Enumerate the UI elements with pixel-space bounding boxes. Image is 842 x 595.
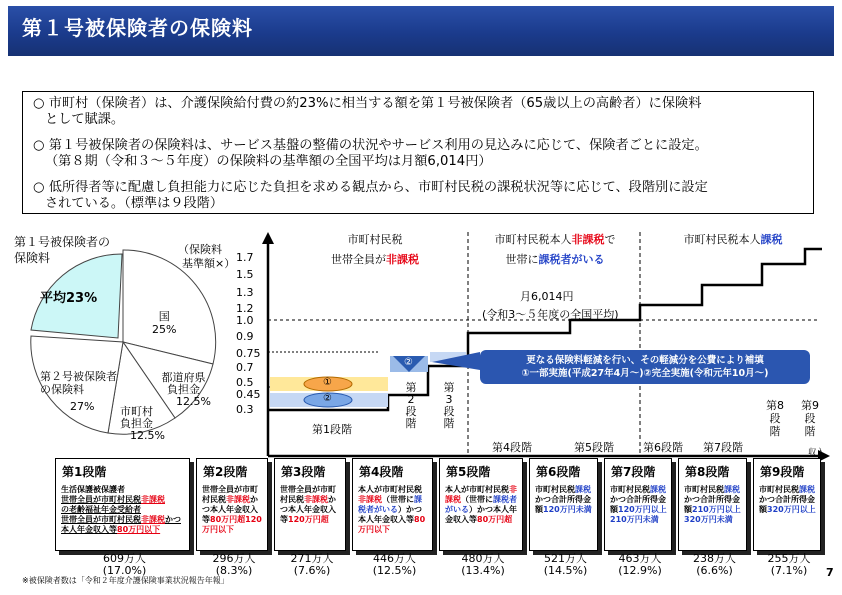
- stage-box-title: 第3段階: [281, 465, 326, 479]
- pie-label-national-1: 国: [158, 310, 170, 323]
- stair-label-8: 第8 段階: [766, 399, 784, 438]
- stage-box-desc: 市町村民税課税かつ合計所得金額120万円以上210万円未満: [610, 485, 667, 524]
- stair-label-6: 第6段階: [643, 441, 683, 454]
- stage-count: 480万人 (13.4%): [461, 552, 505, 577]
- stage-box-7: [604, 458, 672, 551]
- group-2-line1-prefix: 市町村民税本人: [494, 233, 572, 246]
- stage-box-desc: 本人が市町村民税非課税（世帯に課税者がいる）かつ本人年金収入等80万円以下: [358, 485, 426, 534]
- stair-label-4: 第4段階: [492, 441, 532, 454]
- stage-count: 463万人 (12.9%): [618, 552, 662, 577]
- bullet-1-line1: ○ 市町村（保険者）は、介護保険給付費の約23%に相当する額を第１号被保険者（65歳以上の高齢者）に保険料: [33, 96, 702, 111]
- pie-label-second-3: 27%: [70, 400, 95, 413]
- callout-line1: 更なる保険料軽減を行い、その軽減分を公費により補填: [526, 355, 764, 366]
- pie-highlight-label: 平均23%: [40, 291, 98, 306]
- stage-box-desc: 市町村民税課税かつ合計所得金額320万円以上: [759, 485, 816, 514]
- bullet-2-line1: ○ 第１号被保険者の保険料は、サービス基盤の整備の状況やサービス利用の見込みに応じて、保険者ごとに設定。: [33, 138, 708, 153]
- group-3-colored: 課税: [760, 233, 783, 246]
- pie-label-prefecture-2: 負担金: [166, 383, 200, 396]
- stage-count: 609万人 (17.0%): [102, 552, 147, 577]
- pie-label-second-1: 第２号被保険者: [40, 370, 117, 383]
- marker-2: ②: [323, 393, 332, 404]
- ytick-label: 0.3: [236, 403, 254, 416]
- group-2-line1-suffix: で: [604, 233, 616, 246]
- ytick-label: 0.7: [236, 361, 254, 374]
- ytick-label: 0.5: [236, 376, 254, 389]
- yaxis-label-2: 基準額×）: [182, 257, 236, 270]
- average-value: 月6,014円: [520, 290, 574, 303]
- callout-line2: ①一部実施(平成27年4月～)②完全実施(令和元年10月～): [521, 368, 769, 379]
- stage-box-title: 第7段階: [611, 465, 656, 479]
- stage-count: 446万人 (12.5%): [372, 552, 417, 577]
- group-1-line2: [300, 253, 450, 267]
- stage-box-1: [55, 458, 190, 551]
- stage-count: 296万人 (8.3%): [212, 552, 256, 577]
- stage-box-4: [352, 458, 433, 551]
- page-title: 第１号被保険者の保険料: [22, 16, 253, 40]
- stage-box-9: [753, 458, 821, 551]
- callout-text: [482, 354, 808, 380]
- group-2-line1-colored: 非課税: [571, 233, 605, 246]
- stage-box-desc: 市町村民税課税かつ合計所得金額120万円未満: [535, 485, 592, 514]
- group-2-line1: [470, 233, 640, 247]
- bullet-3-line1: ○ 低所得者等に配慮し負担能力に応じた負担を求める観点から、市町村民税の課税状況等に応じて、段階別に設定: [33, 180, 708, 195]
- ytick-label: 1.0: [236, 314, 254, 327]
- stage-box-title: 第8段階: [685, 465, 730, 479]
- ytick-label: 0.45: [236, 388, 261, 401]
- pie-label-municipality-2: 負担金: [120, 417, 153, 430]
- marker-2b: ②: [404, 357, 413, 368]
- group-1-line2-prefix: 世帯全員が: [331, 253, 386, 266]
- pie-label-national-2: 25%: [152, 323, 177, 336]
- pie-title-line2: 保険料: [14, 251, 51, 265]
- page-number: 7: [826, 566, 834, 579]
- stair-label-9: 第9 段階: [801, 399, 819, 438]
- ytick-label: 0.9: [236, 330, 254, 343]
- pie-label-second-2: の保険料: [40, 383, 84, 396]
- bullet-3-line2: されている。（標準は９段階）: [45, 196, 224, 211]
- stage-count: 255万人 (7.1%): [767, 552, 811, 577]
- bullet-2-line2: （第８期（令和３～５年度）の保険料の基準額の全国平均は月額6,014円）: [45, 154, 492, 169]
- stage-box-3: [274, 458, 346, 551]
- group-2-line2-colored: 課税者がいる: [538, 253, 605, 266]
- stair-label-7: 第7段階: [703, 441, 743, 454]
- stage-box-title: 第5段階: [446, 465, 491, 479]
- group-3-prefix: 市町村民税本人: [683, 233, 761, 246]
- stage-box-title: 第6段階: [536, 465, 581, 479]
- stair-label-1: 第1段階: [312, 423, 352, 436]
- stair-label-5: 第5段階: [574, 441, 614, 454]
- pie-label-municipality-1: 市町村: [120, 405, 153, 418]
- ytick-label: 1.3: [236, 286, 254, 299]
- pie-title-line1: 第１号被保険者の: [14, 235, 111, 249]
- group-label-2: [470, 233, 640, 267]
- y-axis-arrow: [262, 232, 274, 244]
- stage-box-title: 第1段階: [62, 465, 107, 479]
- group-1-line1: 市町村民税: [347, 233, 403, 246]
- yaxis-label-1: （保険料: [178, 243, 222, 256]
- group-label-3: [648, 233, 818, 247]
- group-1-line2-colored: 非課税: [386, 253, 419, 266]
- stair-label-3: 第 3 段 階: [443, 381, 455, 430]
- stage-count: 238万人 (6.6%): [693, 552, 736, 577]
- stage-box-title: 第9段階: [760, 465, 805, 479]
- stair-label-2: 第 2 段 階: [405, 381, 417, 430]
- stage-box-desc: 生活保護被保護者 世帯全員が市町村民税非課税 の老齢福祉年金受給者 世帯全員が市町村民税非課税かつ本人年金収入等80万円以下: [61, 485, 181, 534]
- xaxis-label: 収入: [808, 448, 826, 458]
- ytick-label: 1.7: [236, 251, 254, 264]
- group-2-line2-prefix: 世帯に: [505, 253, 539, 266]
- stage-box-title: 第4段階: [359, 465, 404, 479]
- group-label-1: [300, 233, 450, 267]
- ytick-label: 1.5: [236, 268, 254, 281]
- pie-label-municipality-3: 12.5%: [130, 429, 165, 442]
- stage-box-8: [678, 458, 747, 551]
- ytick-label: 1.2: [236, 302, 254, 315]
- stage-count: 521万人 (14.5%): [543, 552, 588, 577]
- stage-box-desc: 本人が市町村民税非課税（世帯に課税者がいる）かつ本人年金収入等80万円超: [445, 485, 517, 524]
- stage-box-desc: 世帯全員が市町村民税非課税かつ本人年金収入等120万円超: [280, 485, 336, 524]
- stage-box-desc: 市町村民税課税かつ合計所得金額210万円以上320万円未満: [684, 485, 741, 524]
- stage-box-2: [196, 458, 268, 551]
- pie-label-prefecture-3: 12.5%: [176, 395, 211, 408]
- marker-1: ①: [323, 377, 332, 388]
- bullet-1-line2: として賦課。: [45, 112, 125, 127]
- footnote: ※被保険者数は「令和２年度介護保険事業状況報告年報」: [22, 576, 229, 585]
- stage-count: 271万人 (7.6%): [290, 552, 334, 577]
- pie-label-prefecture-1: 都道府県: [161, 371, 206, 384]
- stage-box-title: 第2段階: [203, 465, 248, 479]
- ytick-label: 0.75: [236, 347, 261, 360]
- group-2-line2: [470, 253, 640, 267]
- stage-box-6: [529, 458, 598, 551]
- average-caption: (令和3～５年度の全国平均): [482, 308, 619, 321]
- stage-box-desc: 世帯全員が市町村民税非課税かつ本人年金収入等80万円超120万円以下: [202, 485, 262, 534]
- stage-box-5: [439, 458, 523, 551]
